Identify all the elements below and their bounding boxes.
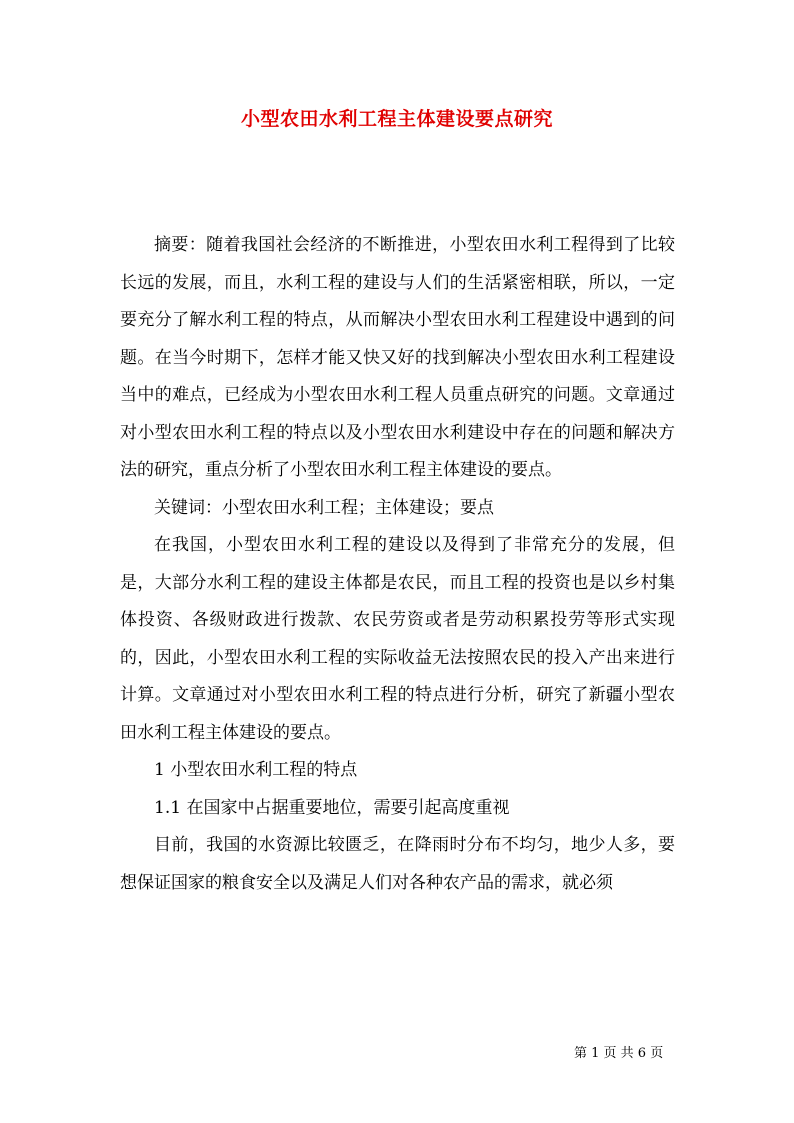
abstract-paragraph: 摘要：随着我国社会经济的不断推进，小型农田水利工程得到了比较长远的发展，而且，水利工程的建设与人们的生活紧密相联，所以，一定要充分了解水利工程的特点，从而解决小型农田水利工程建设中遇到的问题。在当今时期下，怎样才能又快又好的找到解决小型农田水利工程建设当中的难点，已经成为小型农田水利工程人员重点研究的问题。文章通过对小型农田水利工程的特点以及小型农田水利建设中存在的问题和解决方法的研究，重点分析了小型农田水利工程主体建设的要点。	[120, 235, 675, 480]
keywords-paragraph: 关键词：小型农田水利工程；主体建设；要点	[154, 497, 494, 518]
section-heading-1: 1 小型农田水利工程的特点	[154, 760, 358, 780]
subsection-heading-1-1: 1.1 在国家中占据重要地位，需要引起高度重视	[154, 797, 510, 818]
document-title: 小型农田水利工程主体建设要点研究	[240, 108, 553, 130]
page-number-footer: 第 1 页 共 6 页	[574, 1046, 664, 1061]
intro-paragraph: 在我国，小型农田水利工程的建设以及得到了非常充分的发展，但是，大部分水利工程的建设主体都是农民，而且工程的投资也是以乡村集体投资、各级财政进行拨款、农民劳资或者是劳动积累投劳等形式实现的，因此，小型农田水利工程的实际收益无法按照农民的投入产出来进行计算。文章通过对小型农田水利工程的特点进行分析，研究了新疆小型农田水利工程主体建设的要点。	[120, 535, 675, 743]
document-body	[120, 227, 675, 902]
body-paragraph: 目前，我国的水资源比较匮乏，在降雨时分布不均匀，地少人多，要想保证国家的粮食安全以及满足人们对各种农产品的需求，就必须	[120, 835, 675, 893]
